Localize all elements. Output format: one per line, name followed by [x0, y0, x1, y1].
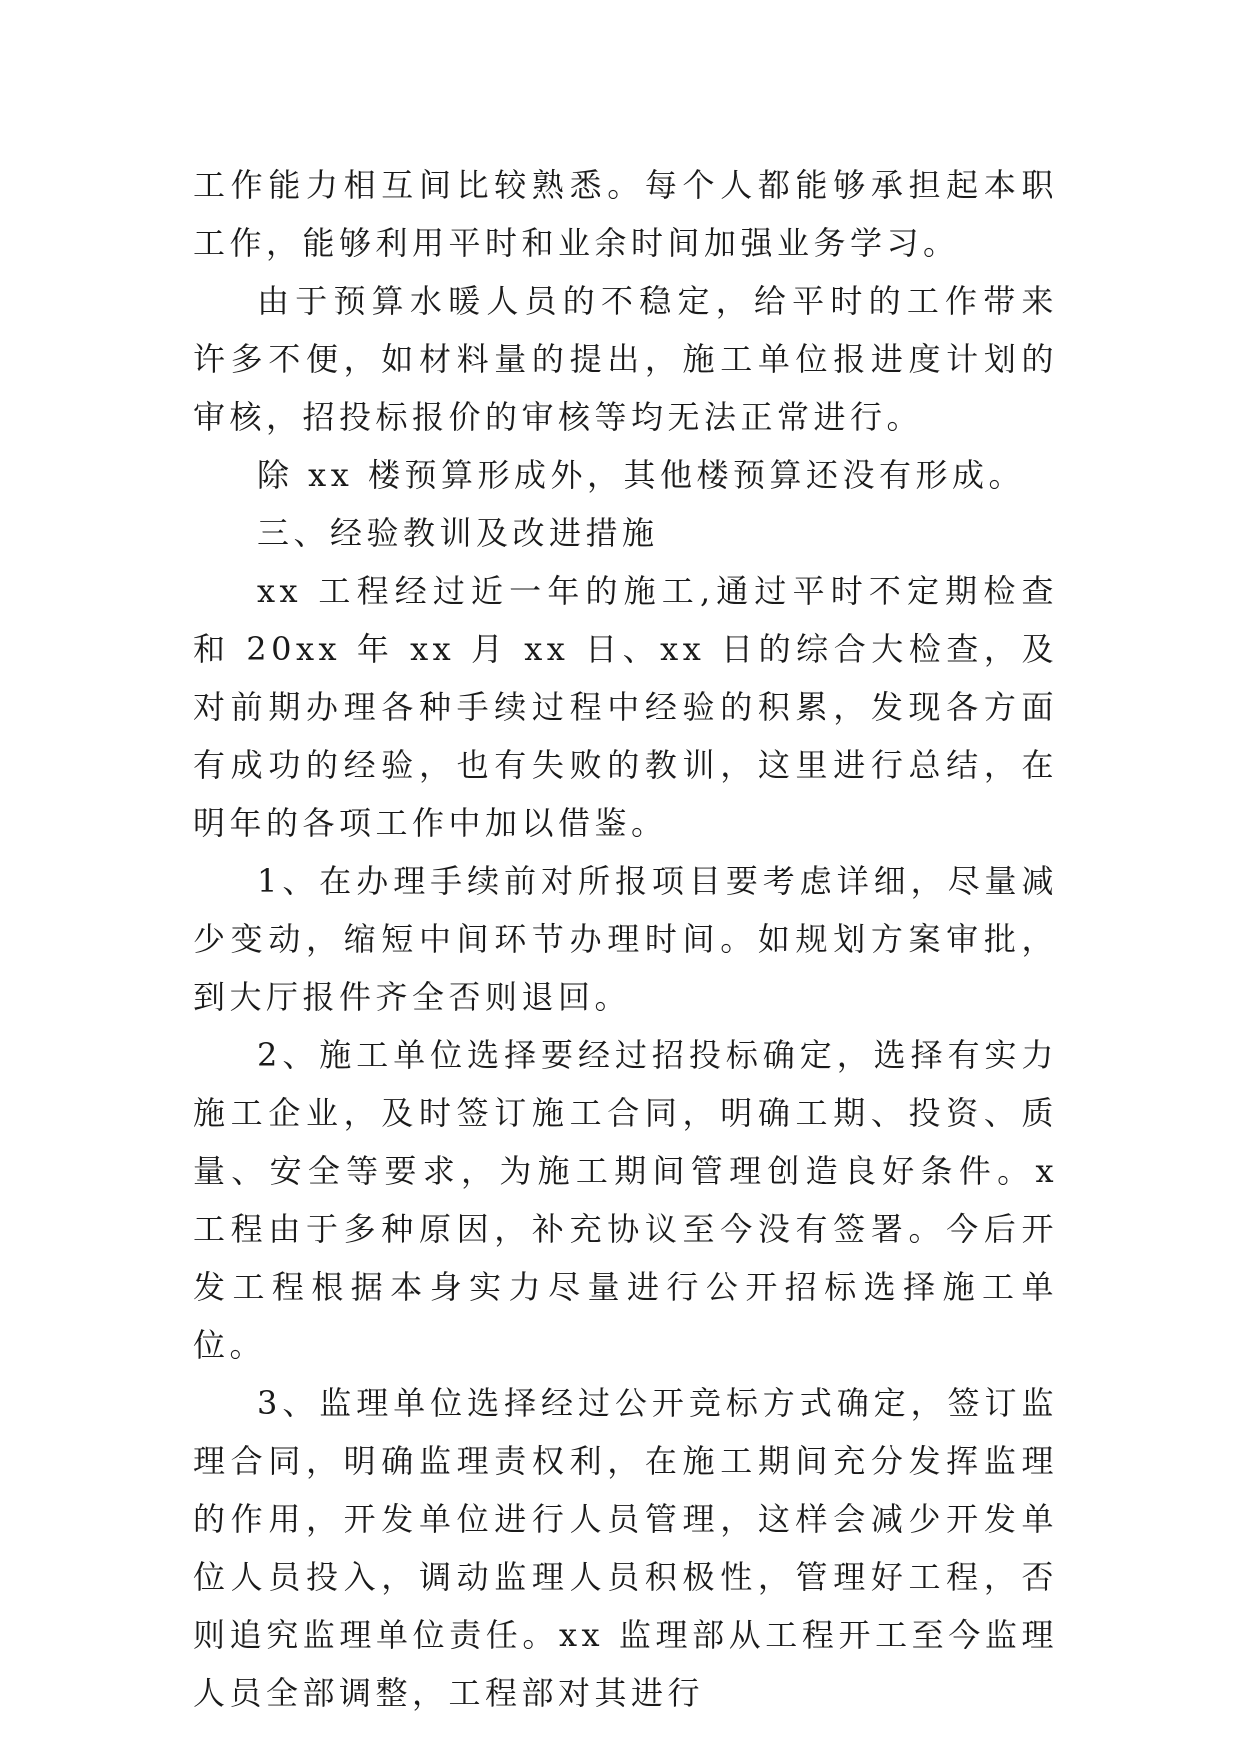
paragraph-budget-staff-instability: 由于预算水暖人员的不稳定，给平时的工作带来许多不便，如材料量的提出，施工单位报进度计划的审核，招投标报价的审核等均无法正常进行。: [193, 282, 1058, 436]
paragraph-staff-familiarity: 工作能力相互间比较熟悉。每个人都能够承担起本职工作，能够利用平时和业余时间加强业务学习。: [193, 166, 1058, 262]
section-heading-lessons: 三、经验教训及改进措施: [257, 514, 659, 552]
paragraph-project-review: xx 工程经过近一年的施工,通过平时不定期检查和 20xx 年 xx 月 xx 日、xx 日的综合大检查，及对前期办理各种手续过程中经验的积累，发现各方面有成功的经验，也有失败的教训，这里进行总结，在明年的各项工作中加以借鉴。: [193, 572, 1058, 842]
paragraph-item-3-supervision: 3、监理单位选择经过公开竞标方式确定，签订监理合同，明确监理责权利，在施工期间充分发挥监理的作用，开发单位进行人员管理，这样会减少开发单位人员投入，调动监理人员积极性，管理好工程，否则追究监理单位责任。xx 监理部从工程开工至今监理人员全部调整，工程部对其进行: [193, 1384, 1058, 1712]
paragraph-item-1-procedures: 1、在办理手续前对所报项目要考虑详细，尽量减少变动，缩短中间环节办理时间。如规划方案审批，到大厅报件齐全否则退回。: [193, 862, 1058, 1016]
document-body: [193, 156, 1058, 1722]
paragraph-item-2-contractor-selection: 2、施工单位选择要经过招投标确定，选择有实力施工企业，及时签订施工合同，明确工期、投资、质量、安全等要求，为施工期间管理创造良好条件。x 工程由于多种原因，补充协议至今没有签署。今后开发工程根据本身实力尽量进行公开招标选择施工单位。: [193, 1036, 1058, 1364]
paragraph-budget-status: 除 xx 楼预算形成外，其他楼预算还没有形成。: [257, 456, 1025, 494]
